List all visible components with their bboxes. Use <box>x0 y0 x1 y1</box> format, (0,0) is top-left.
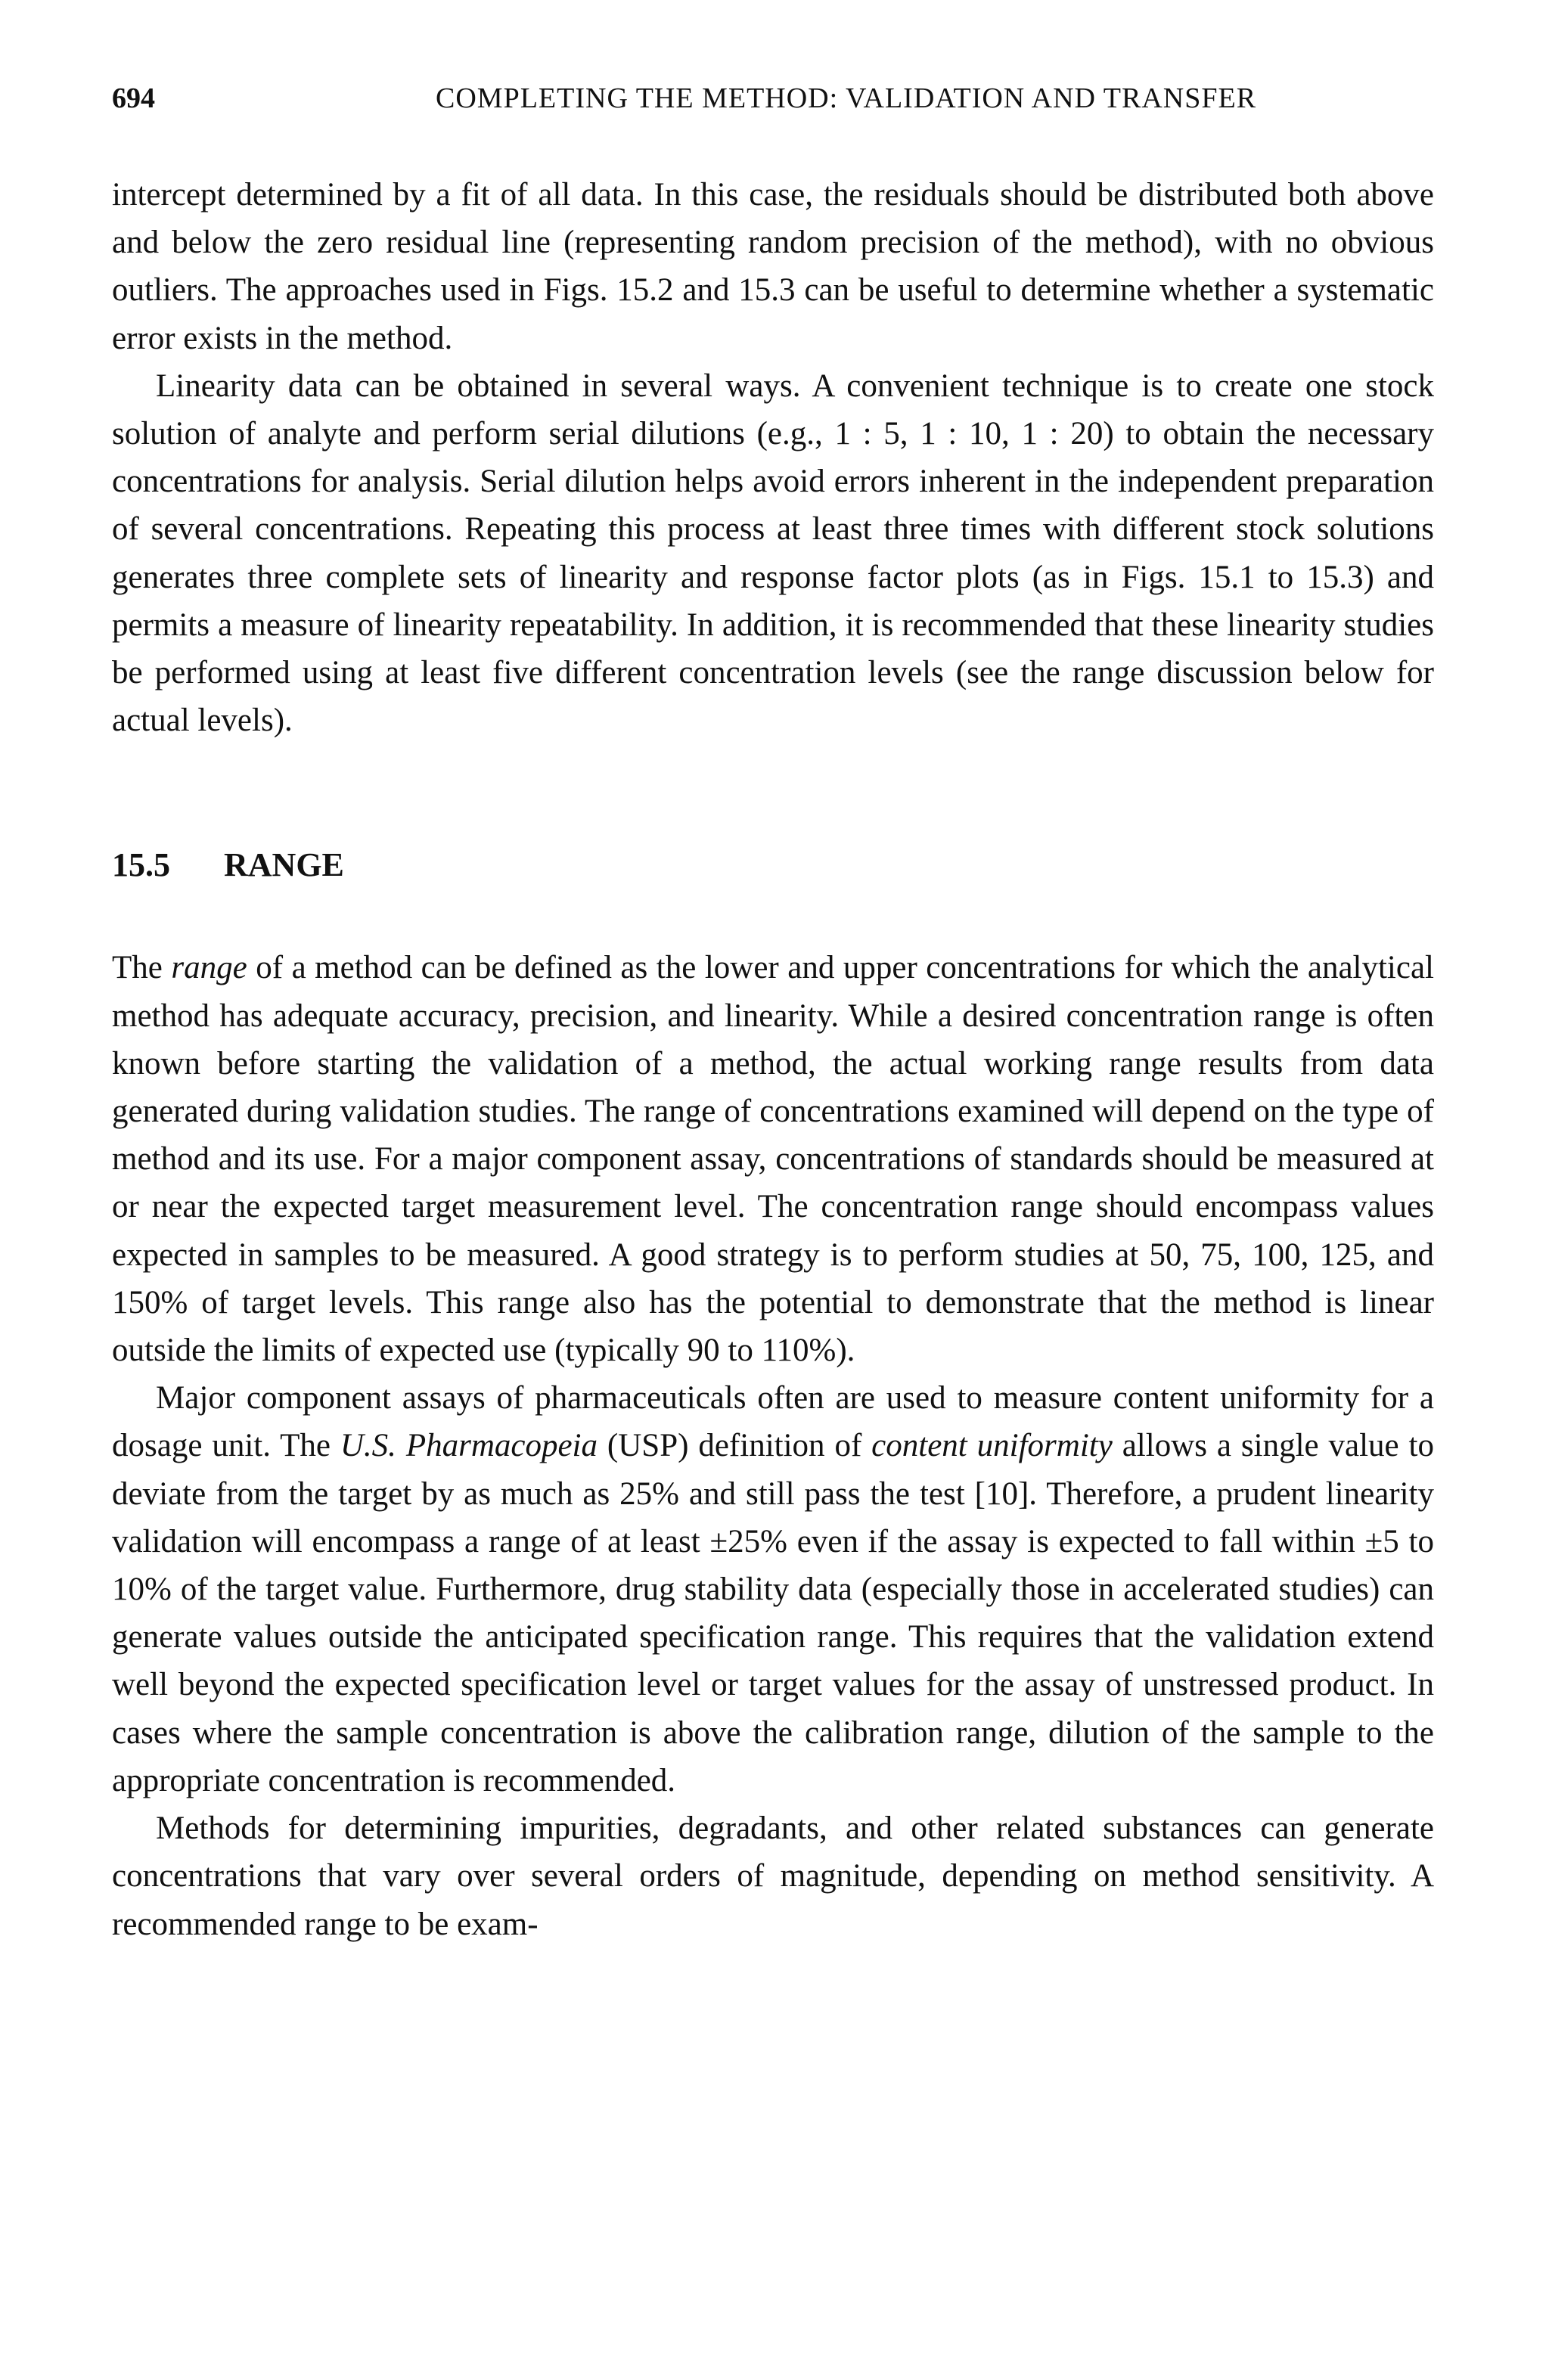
range-para1-rest: of a method can be defined as the lower and upper concentrations for which the analytical method has adequate accuracy, precision, and linearity. While a desired concentration range is often known before starting the validation of a method, the actual working range results from data generated during validation studies. The range of concentrations examined will depend on the type of method and its use. For a major component assay, concentrations of standards should be measured at or near the expected target measurement level. The concentration range should encompass values expected in samples to be measured. A good strategy is to perform studies at 50, 75, 100, 125, and 150% of target levels. This range also has the potential to demonstrate that the method is linear outside the limits of expected use (typically 90 to 110%). <box>112 950 1434 1369</box>
term-content-uniformity: content uniformity <box>871 1428 1113 1464</box>
range-para2-part2: (USP) definition of <box>598 1428 872 1464</box>
paragraph-impurities: Methods for determining impurities, degradants, and other related substances can generate concentrations that vary over several orders of magnitude, depending on method sensitivity. A recommended range to be exam- <box>112 1811 1434 1942</box>
section-number: 15.5 <box>112 846 170 884</box>
page-number: 694 <box>112 82 155 114</box>
paragraph-residuals: intercept determined by a fit of all data. In this case, the residuals should be distributed both above and below the zero residual line (representing random precision of the method), with no obvious outliers. The approaches used in Figs. 15.2 and 15.3 can be useful to determine whether a systematic error exists in the method. <box>112 177 1434 356</box>
range-para1-lead: The <box>112 950 172 986</box>
paragraph-content-uniformity <box>112 1374 1434 1804</box>
paragraph-range-definition <box>112 944 1434 1374</box>
page <box>112 76 1434 1948</box>
running-header <box>112 76 1434 121</box>
range-para2-part1: Major component assays of pharmaceuticals often are used to measure content uniformity for a dosage unit. The <box>112 1380 1434 1464</box>
usp-title: U.S. Pharmacopeia <box>340 1428 598 1464</box>
running-title: COMPLETING THE METHOD: VALIDATION AND TRANSFER <box>436 82 1257 114</box>
term-range: range <box>171 950 247 986</box>
section-heading <box>112 842 1434 888</box>
paragraph-linearity-data: Linearity data can be obtained in several ways. A convenient technique is to create one stock solution of analyte and perform serial dilutions (e.g., 1 : 5, 1 : 10, 1 : 20) to obtain the necessary concentrations for analysis. Serial dilution helps avoid errors inherent in the independent preparation of several concentrations. Repeating this process at least three times with different stock solutions generates three complete sets of linearity and response factor plots (as in Figs. 15.1 to 15.3) and permits a measure of linearity repeatability. In addition, it is recommended that these linearity studies be performed using at least five different concentration levels (see the range discussion below for actual levels). <box>112 368 1434 739</box>
range-para2-part3: allows a single value to deviate from the target by as much as 25% and still pass the test [10]. Therefore, a prudent linearity validation will encompass a range of at least ±25% even if the assay is expected to fall within ±5 to 10% of the target value. Furthermore, drug stability data (especially those in accelerated studies) can generate values outside the anticipated specification range. This requires that the validation extend well beyond the expected specification level or target values for the assay of unstressed product. In cases where the sample concentration is above the calibration range, dilution of the sample to the appropriate concentration is recommended. <box>112 1428 1434 1798</box>
section-title: RANGE <box>224 846 344 884</box>
